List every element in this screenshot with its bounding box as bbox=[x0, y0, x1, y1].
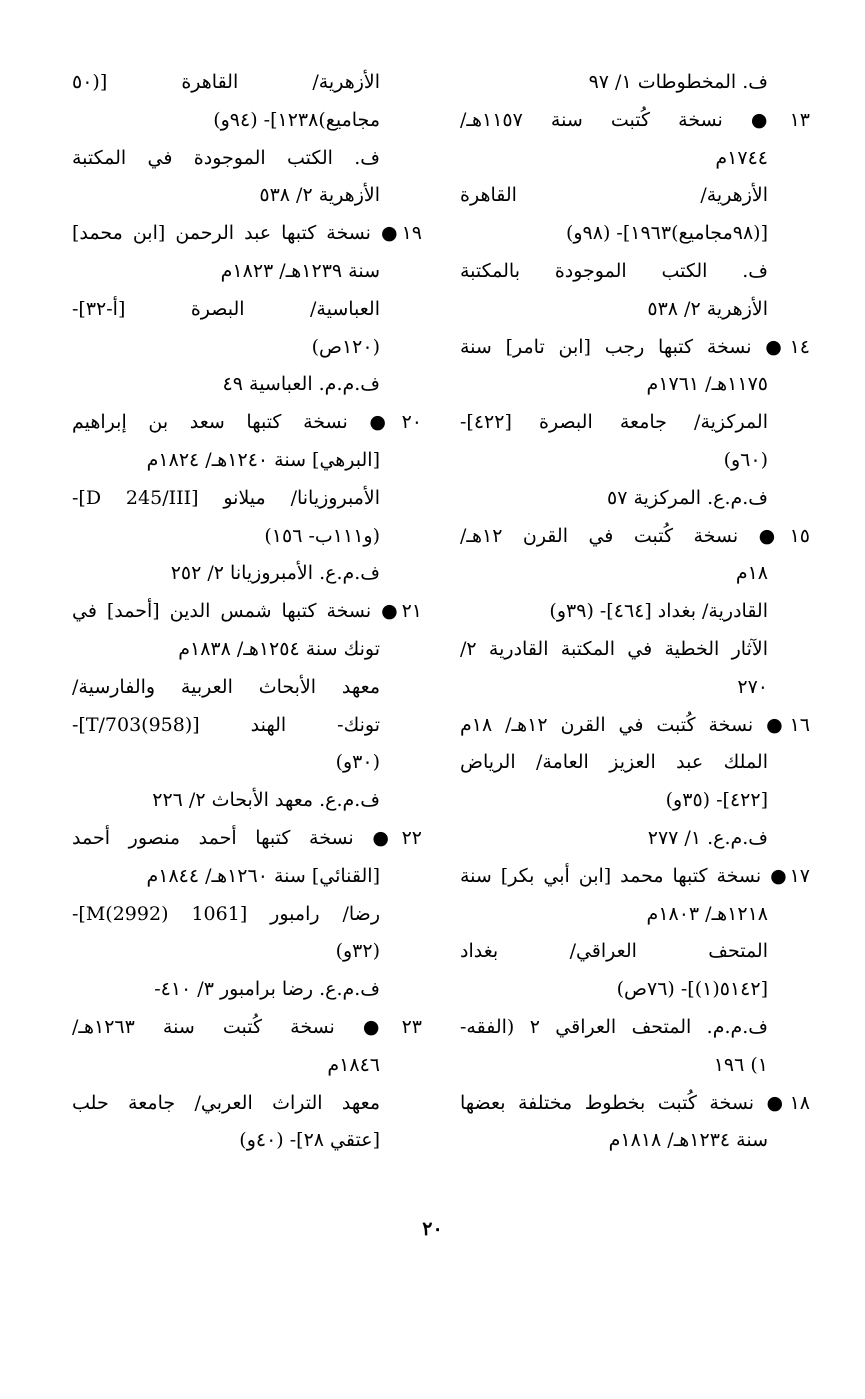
text-line: ٢٧٠ bbox=[737, 675, 768, 698]
text-line: مجاميع)١٢٣٨]- (٩٤و) bbox=[213, 108, 380, 131]
text-line: الأزهرية/ القاهرة bbox=[460, 184, 768, 207]
text-line: ف. الكتب الموجودة بالمكتبة bbox=[460, 259, 768, 282]
text-line: ٢٢● نسخة كتبها أحمد منصور أحمد bbox=[72, 826, 422, 849]
text-line: [٥١٤٢(١)]- (٧٦ص) bbox=[616, 978, 768, 1001]
text-line: الآثار الخطية في المكتبة القادرية ٢/ bbox=[460, 637, 768, 660]
text-line: [القنائي] سنة ١٢٦٠هـ/ ١٨٤٤م bbox=[146, 864, 380, 887]
text-line: القادرية/ بغداد [٤٦٤]- (٣٩و) bbox=[549, 600, 768, 623]
text-line: ١٨● نسخة كُتبت بخطوط مختلفة بعضها bbox=[460, 1091, 810, 1114]
text-line: ف. المخطوطات ١/ ٩٧ bbox=[588, 71, 768, 93]
text-line: سنة ١٢٣٩هـ/ ١٨٢٣م bbox=[220, 259, 380, 282]
text-line: ١٢١٨هـ/ ١٨٠٣م bbox=[646, 902, 768, 925]
text-line: [البرهي] سنة ١٢٤٠هـ/ ١٨٢٤م bbox=[146, 448, 380, 471]
text-line: ١) ١٩٦ bbox=[713, 1053, 768, 1076]
text-line: الأزهرية ٢/ ٥٣٨ bbox=[259, 184, 380, 207]
text-line: تونك سنة ١٢٥٤هـ/ ١٨٣٨م bbox=[178, 637, 380, 660]
text-line: ١٩● نسخة كتبها عبد الرحمن [ابن محمد] bbox=[72, 222, 422, 245]
text-line: ١٨٤٦م bbox=[327, 1053, 380, 1076]
text-line: معهد الأبحاث العربية والفارسية/ bbox=[72, 675, 380, 698]
text-line: الأمبروزيانا/ ميلانو [D 245/III]- bbox=[72, 486, 380, 509]
text-line: سنة ١٢٣٤هـ/ ١٨١٨م bbox=[608, 1129, 768, 1152]
text-line: ف.م.ع. رضا برامبور ٣/ ٤١٠- bbox=[154, 978, 380, 1001]
text-line: ف. الكتب الموجودة في المكتبة bbox=[72, 146, 380, 169]
page-number: ٢٠ bbox=[422, 1218, 443, 1240]
text-line: المتحف العراقي/ بغداد bbox=[460, 940, 768, 963]
text-line: ١٥● نسخة كُتبت في القرن ١٢هـ/ bbox=[460, 524, 810, 547]
text-line: ف.م.ع. ١/ ٢٧٧ bbox=[647, 826, 768, 849]
text-line: ٢٣● نسخة كُتبت سنة ١٢٦٣هـ/ bbox=[72, 1015, 422, 1038]
text-line: (١٢٠ص) bbox=[311, 335, 380, 358]
text-line: ١١٧٥هـ/ ١٧٦١م bbox=[646, 373, 768, 396]
right-column bbox=[460, 64, 810, 1160]
text-line: ف.م.ع. الأمبروزيانا ٢/ ٢٥٢ bbox=[170, 562, 380, 585]
text-line: الأزهرية ٢/ ٥٣٨ bbox=[647, 297, 768, 320]
text-line: ف.م.ع. المركزية ٥٧ bbox=[607, 486, 768, 509]
text-line: ١٧● نسخة كتبها محمد [ابن أبي بكر] سنة bbox=[460, 864, 810, 887]
text-line: العباسية/ البصرة [أ-٣٢]- bbox=[72, 297, 380, 320]
text-line: (٦٠و) bbox=[723, 448, 768, 471]
text-line: [عتقي ٢٨]- (٤٠و) bbox=[239, 1129, 380, 1152]
text-line: ١٦● نسخة كُتبت في القرن ١٢هـ/ ١٨م bbox=[460, 713, 811, 736]
text-line: ف.م.م. المتحف العراقي ٢ (الفقه- bbox=[460, 1015, 768, 1038]
text-line: معهد التراث العربي/ جامعة حلب bbox=[72, 1091, 380, 1114]
left-column bbox=[72, 64, 422, 1160]
text-line: تونك- الهند [T/703(958)]- bbox=[72, 713, 380, 736]
text-line: (و١١١ب- ١٥٦) bbox=[264, 524, 380, 547]
text-line: الملك عبد العزيز العامة/ الرياض bbox=[460, 751, 768, 774]
text-line: ١٣● نسخة كُتبت سنة ١١٥٧هـ/ bbox=[460, 108, 810, 131]
text-line: رضا/ رامبور [1061 M(2992)]- bbox=[72, 902, 380, 925]
text-line: ١٧٤٤م bbox=[715, 146, 768, 169]
text-line: ف.م.ع. معهد الأبحاث ٢/ ٢٢٦ bbox=[152, 789, 380, 812]
text-line: الأزهرية/ القاهرة [(٥٠ bbox=[72, 71, 380, 93]
text-line: المركزية/ جامعة البصرة [٤٢٢]- bbox=[460, 411, 768, 434]
text-line: ١٤● نسخة كتبها رجب [ابن تامر] سنة bbox=[460, 335, 810, 358]
text-line: ١٨م bbox=[735, 562, 768, 585]
text-line: ٢١● نسخة كتبها شمس الدين [أحمد] في bbox=[72, 600, 422, 623]
text-line: [٤٢٢]- (٣٥و) bbox=[665, 789, 768, 812]
text-line: ٢٠● نسخة كتبها سعد بن إبراهيم bbox=[72, 411, 422, 434]
text-line: (٣٢و) bbox=[335, 940, 380, 963]
text-line: ف.م.م. العباسية ٤٩ bbox=[222, 373, 380, 396]
text-line: [(٩٨مجاميع)١٩٦٣]- (٩٨و) bbox=[565, 222, 768, 245]
text-line: (٣٠و) bbox=[335, 751, 380, 774]
